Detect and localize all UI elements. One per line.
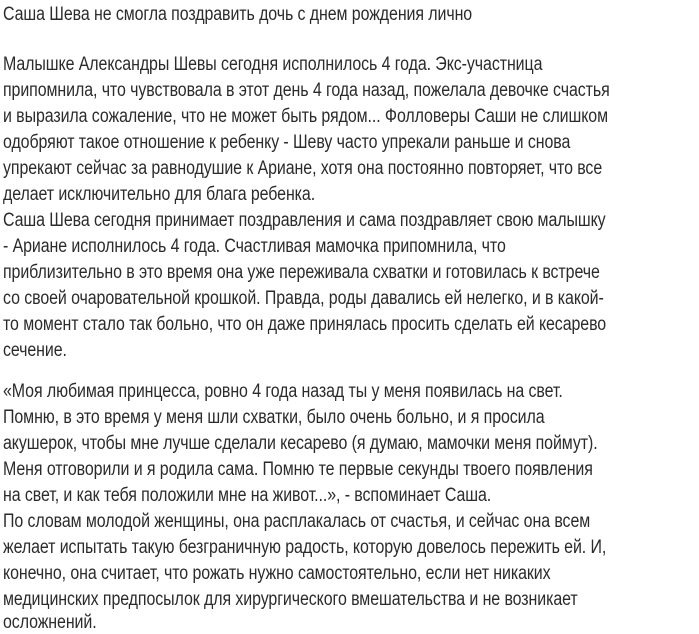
- paragraph-line: со своей очаровательной крошкой. Правда, роды давались ей нелегко, и в какой-: [3, 288, 604, 309]
- paragraph-line: сечение.: [3, 340, 67, 361]
- paragraph-line: одобряют такое отношение к ребенку - Шеву часто упрекали раньше и снова: [3, 132, 571, 153]
- paragraph-line: и выразила сожаление, что не может быть рядом... Фолловеры Саши не слишком: [3, 106, 608, 127]
- quote-line: на свет, и как тебя положили мне на живот...», - вспоминает Саша.: [3, 485, 492, 506]
- quote-line: Меня отговорили и я родила сама. Помню те первые секунды твоего появления: [3, 459, 593, 480]
- paragraph-line: Малышке Александры Шевы сегодня исполнилось 4 года. Экс-участница: [3, 54, 543, 75]
- paragraph-line: делает исключительно для блага ребенка.: [3, 184, 316, 205]
- paragraph-line: то момент стало так больно, что он даже принялась просить сделать ей кесарево: [3, 314, 607, 335]
- paragraph-line: припомнила, что чувствовала в этот день 4 года назад, пожелала девочке счастья: [3, 80, 610, 101]
- paragraph-line: упрекают сейчас за равнодушие к Ариане, хотя она постоянно повторяет, что все: [3, 158, 603, 179]
- paragraph-line: Саша Шева сегодня принимает поздравления и сама поздравляет свою малышку: [3, 210, 606, 231]
- paragraph-line: конечно, она считает, что рожать нужно самостоятельно, если нет никаких: [3, 563, 551, 584]
- paragraph-line: приблизительно в это время она уже переживала схватки и готовилась к встрече: [3, 262, 600, 283]
- quote-line: Помню, в это время у меня шли схватки, было очень больно, и я просила: [3, 407, 545, 428]
- paragraph-line: желает испытать такую безграничную радость, которую довелось пережить ей. И,: [3, 537, 607, 558]
- paragraph-line: - Ариане исполнилось 4 года. Счастливая мамочка припомнила, что: [3, 236, 506, 257]
- paragraph-line: медицинских предпосылок для хирургического вмешательства и не возникает: [3, 589, 578, 610]
- quote-line: акушерок, чтобы мне лучше сделали кесарево (я думаю, мамочки меня поймут).: [3, 433, 598, 454]
- quote-line: «Моя любимая принцесса, ровно 4 года назад ты у меня появилась на свет.: [3, 381, 563, 402]
- paragraph-line: осложнений.: [3, 612, 97, 633]
- paragraph-line: По словам молодой женщины, она расплакалась от счастья, и сейчас она всем: [3, 511, 591, 532]
- article-title: Саша Шева не смогла поздравить дочь с днем рождения лично: [3, 4, 473, 25]
